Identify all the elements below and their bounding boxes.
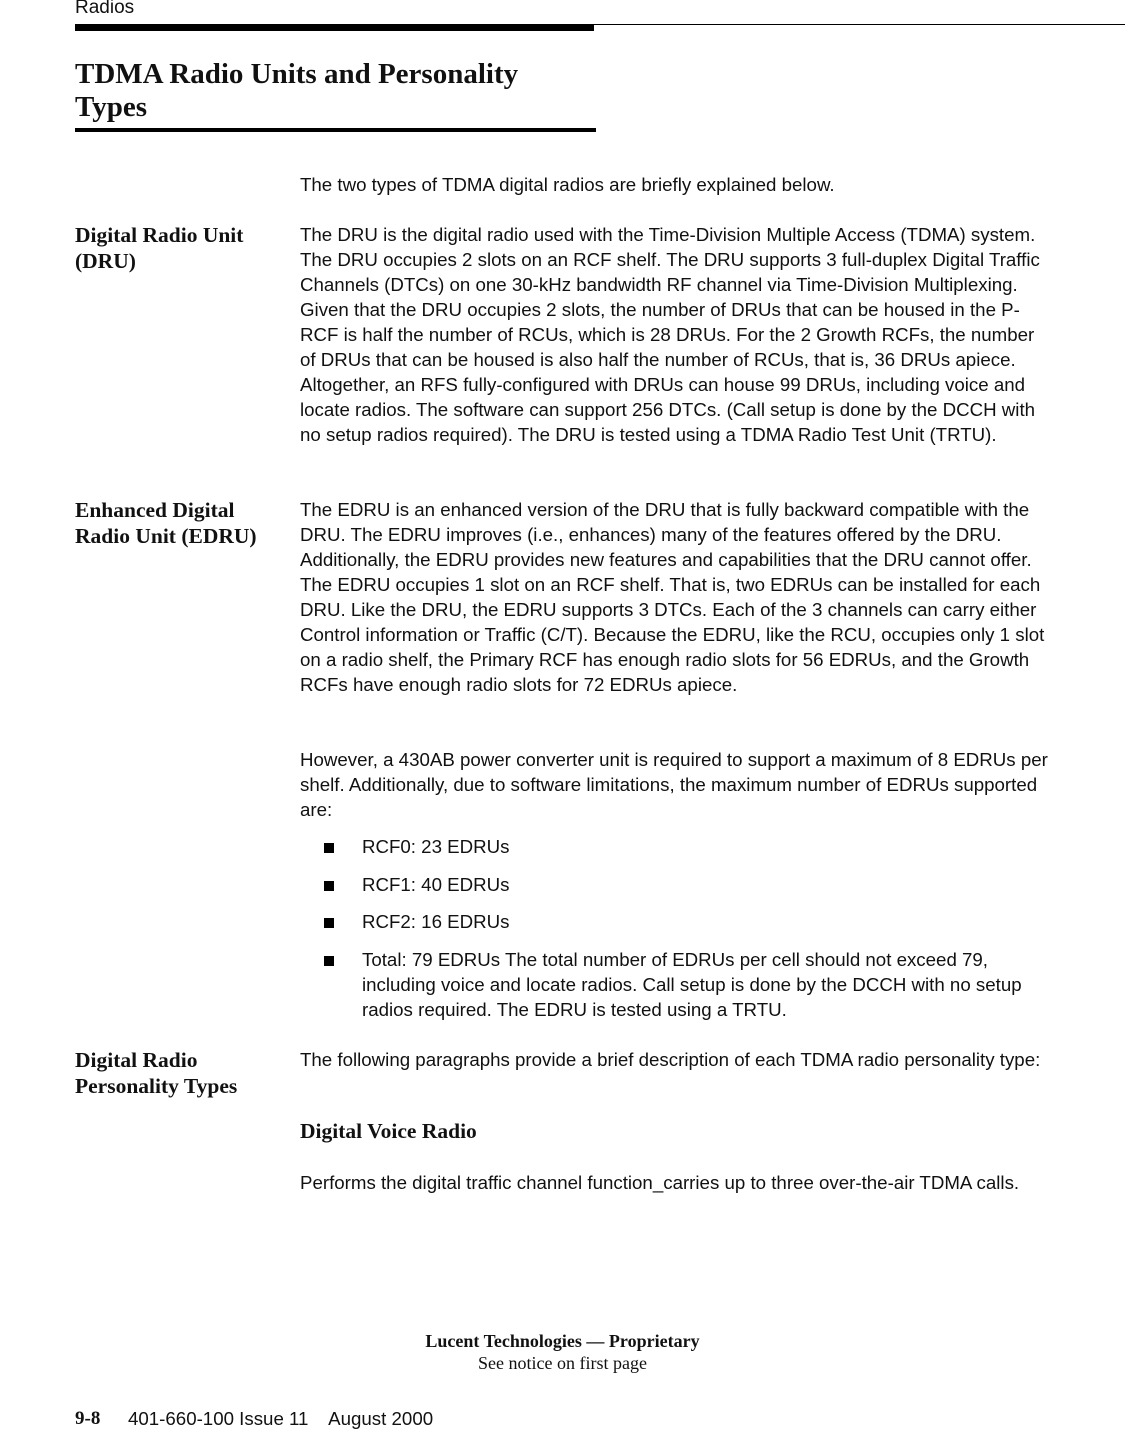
edru-limits-list xyxy=(300,834,1048,1034)
footer-company: Lucent Technologies — Proprietary xyxy=(425,1331,700,1351)
section-title: TDMA Radio Units and Personality Types xyxy=(75,58,519,123)
list-item-text: RCF0: 23 EDRUs xyxy=(362,836,510,857)
dru-heading: Digital Radio Unit (DRU) xyxy=(75,223,244,273)
header-rule-thick xyxy=(75,24,594,31)
list-item xyxy=(300,909,1048,934)
dru-body: The DRU is the digital radio used with the Time-Division Multiple Access (TDMA) system. The DRU occupies 2 slots on an RCF shelf. The DRU supports 3 full-duplex Digital Traffic Channels (DTCs) on one 30-kHz bandwidth RF channel via Time-Division Multiplexing. Given that the DRU occupies 2 slots, the number of DRUs that can be housed in the P-RCF is half the number of RCUs, which is 28 DRUs. For the 2 Growth RCFs, the number of DRUs that can be housed is also half the number of RCUs, that is, 36 DRUs apiece. Altogether, an RFS fully-configured with DRUs can house 99 DRUs, including voice and locate radios. The software can support 256 DTCs. (Call setup is done by the DCCH with no setup radios required). The DRU is tested using a TDMA Radio Test Unit (TRTU). xyxy=(300,224,1040,445)
square-bullet-icon xyxy=(324,956,334,966)
square-bullet-icon xyxy=(324,881,334,891)
title-rule xyxy=(75,128,596,132)
edru-heading: Enhanced Digital Radio Unit (EDRU) xyxy=(75,498,257,548)
list-item xyxy=(300,947,1048,1022)
square-bullet-icon xyxy=(324,918,334,928)
page-number: 9-8 xyxy=(75,1408,101,1429)
edru-body-limits: However, a 430AB power converter unit is required to support a maximum of 8 EDRUs per shelf. Additionally, due to software limitations, the maximum number of EDRUs supported are: xyxy=(300,749,1048,820)
digital-voice-radio-body: Performs the digital traffic channel function_carries up to three over-the-air TDMA calls. xyxy=(300,1172,1020,1193)
list-item xyxy=(300,834,1048,859)
document-info: 401-660-100 Issue 11 August 2000 xyxy=(128,1408,434,1429)
digital-voice-radio-heading: Digital Voice Radio xyxy=(300,1119,477,1143)
personality-intro: The following paragraphs provide a brief description of each TDMA radio personality type: xyxy=(300,1049,1041,1070)
running-header: Radios xyxy=(75,0,135,18)
list-item-text: Total: 79 EDRUs The total number of EDRUs per cell should not exceed 79, including voice and locate radios. Call setup is done by the DCCH with no setup radios required. The EDRU is tested using a TRTU. xyxy=(362,948,1022,1020)
footer-notice: See notice on first page xyxy=(478,1353,647,1373)
list-item-text: RCF2: 16 EDRUs xyxy=(362,911,510,932)
list-item xyxy=(300,872,1048,897)
personality-heading: Digital Radio Personality Types xyxy=(75,1048,238,1098)
edru-body: The EDRU is an enhanced version of the DRU that is fully backward compatible with the DRU. The EDRU improves (i.e., enhances) many of the features offered by the DRU. Additionally, the EDRU provides new features and capabilities that the DRU cannot offer. The EDRU occupies 1 slot on an RCF shelf. That is, two EDRUs can be installed for each DRU. Like the DRU, the EDRU supports 3 DTCs. Each of the 3 channels can carry either Control information or Traffic (C/T). Because the EDRU, like the RCU, occupies only 1 slot on a radio shelf, the Primary RCF has enough radio slots for 56 EDRUs, and the Growth RCFs have enough radio slots for 72 EDRUs apiece. xyxy=(300,499,1045,695)
list-item-text: RCF1: 40 EDRUs xyxy=(362,873,510,895)
square-bullet-icon xyxy=(324,843,334,853)
section-intro: The two types of TDMA digital radios are briefly explained below. xyxy=(300,174,835,195)
